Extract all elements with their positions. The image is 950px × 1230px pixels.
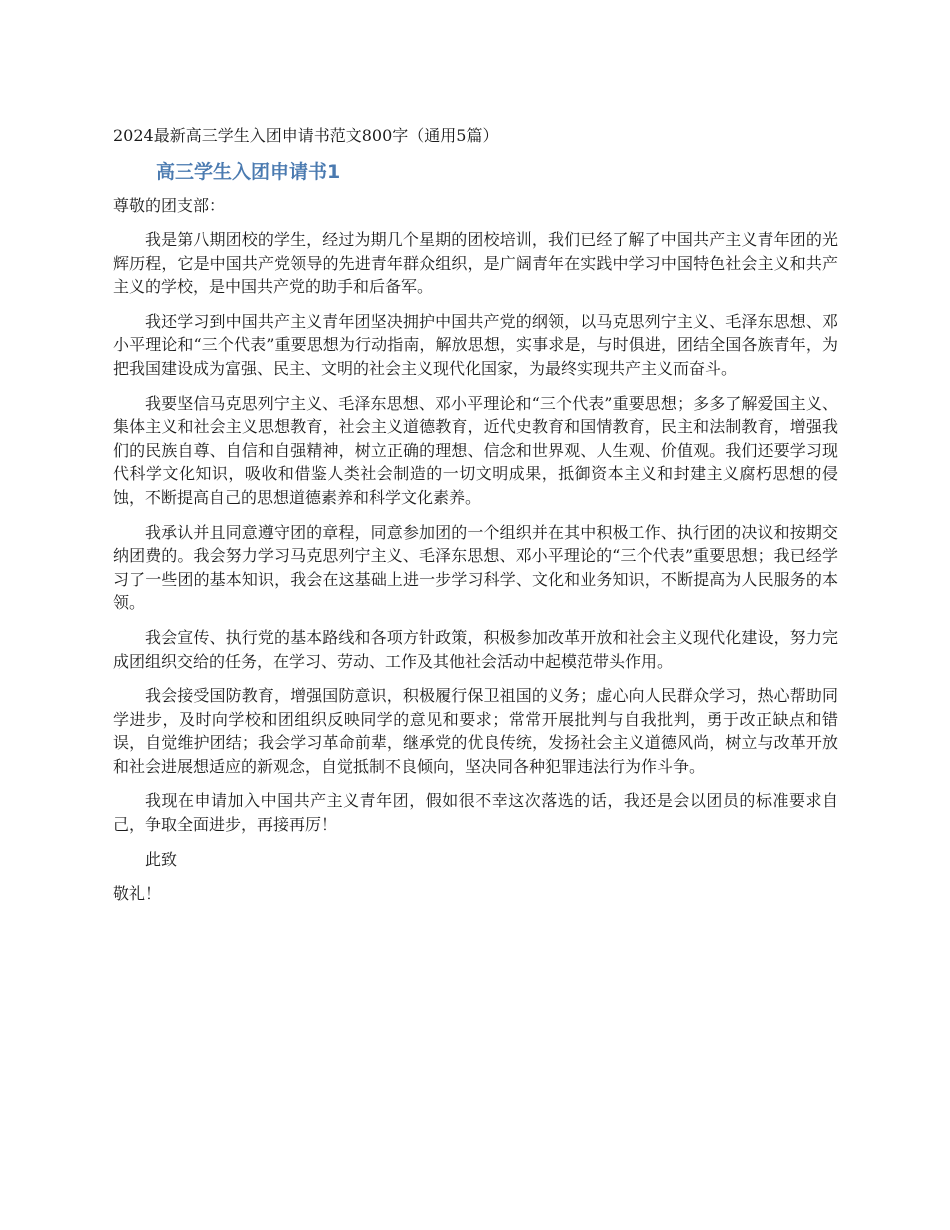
regards-line: 敬礼！ bbox=[113, 883, 162, 903]
closing-line: 此致 bbox=[145, 849, 178, 869]
body-paragraph: 我会接受国防教育，增强国防意识，积极履行保卫祖国的义务；虚心向人民群众学习，热心帮助同学进步，及时向学校和团组织反映同学的意见和要求；常常开展批判与自我批判，勇于改正缺点和错误，自觉维护团结；我会学习革命前辈，继承党的优良传统，发扬社会主义道德风尚，树立与改革开放和社会进展想适应的新观念，自觉抵制不良倾向，坚决同各种犯罪违法行为作斗争。 bbox=[113, 686, 838, 776]
body-paragraph: 我现在申请加入中国共产主义青年团，假如很不幸这次落选的话，我还是会以团员的标准要求自己，争取全面进步，再接再厉！ bbox=[113, 791, 838, 835]
section-heading: 高三学生入团申请书1 bbox=[156, 161, 341, 183]
body-paragraph: 我承认并且同意遵守团的章程，同意参加团的一个组织并在其中积极工作、执行团的决议和按期交纳团费的。我会努力学习马克思列宁主义、毛泽东思想、邓小平理论的“三个代表”重要思想；我已经学习了一些团的基本知识，我会在这基础上进一步学习科学、文化和业务知识，不断提高为人民服务的本领。 bbox=[113, 522, 838, 613]
body-paragraph: 我还学习到中国共产主义青年团坚决拥护中国共产党的纲领，以马克思列宁主义、毛泽东思想、邓小平理论和“三个代表”重要思想为行动指南，解放思想，实事求是，与时俱进，团结全国各族青年，为把我国建设成为富强、民主、文明的社会主义现代化国家，为最终实现共产主义而奋斗。 bbox=[113, 311, 838, 378]
document-title: 2024最新高三学生入团申请书范文800字（通用5篇） bbox=[113, 126, 499, 145]
salutation: 尊敬的团支部： bbox=[113, 196, 226, 215]
body-paragraph: 我要坚信马克思列宁主义、毛泽东思想、邓小平理论和“三个代表”重要思想；多多了解爱国主义、集体主义和社会主义思想教育，社会主义道德教育，近代史教育和国情教育，民主和法制教育，增强我们的民族自尊、自信和自强精神，树立正确的理想、信念和世界观、人生观、价值观。我们还要学习现代科学文化知识，吸收和借鉴人类社会制造的一切文明成果，抵御资本主义和封建主义腐朽思想的侵蚀，不断提高自己的思想道德素养和科学文化素养。 bbox=[113, 393, 838, 507]
document-page bbox=[113, 124, 838, 906]
body-paragraph: 我会宣传、执行党的基本路线和各项方针政策，积极参加改革开放和社会主义现代化建设，努力完成团组织交给的任务，在学习、劳动、工作及其他社会活动中起模范带头作用。 bbox=[113, 627, 838, 671]
body-paragraph: 我是第八期团校的学生，经过为期几个星期的团校培训，我们已经了解了中国共产主义青年团的光辉历程，它是中国共产党领导的先进青年群众组织，是广阔青年在实践中学习中国特色社会主义和共产主义的学校，是中国共产党的助手和后备军。 bbox=[113, 230, 838, 297]
